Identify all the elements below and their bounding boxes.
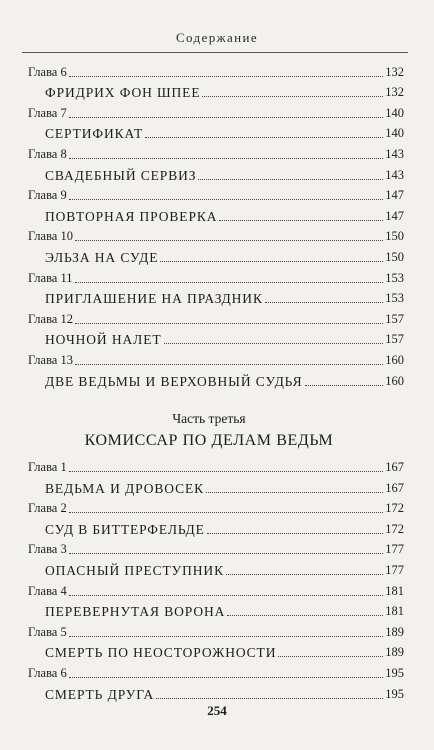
part-title: КОМИССАР ПО ДЕЛАМ ВЕДЬМ [84, 431, 334, 449]
chapter-title: ОПАСНЫЙ ПРЕСТУПНИК [45, 563, 224, 579]
chapter-title: ЭЛЬЗА НА СУДЕ [45, 249, 159, 265]
toc-title-row [28, 286, 404, 307]
toc-title-row [28, 203, 404, 224]
toc-chapter-row [28, 59, 404, 80]
dot-leader [198, 179, 383, 180]
page-reference: 147 [385, 188, 404, 203]
part-label: Часть третья [172, 410, 246, 426]
dot-leader [164, 343, 384, 344]
chapter-number: Глава 1 [28, 460, 67, 475]
dot-leader [75, 364, 383, 365]
page-reference: 140 [385, 105, 404, 120]
dot-leader [69, 636, 384, 637]
page-reference: 177 [385, 542, 404, 557]
table-of-contents [28, 59, 404, 702]
toc-title-row [28, 557, 404, 578]
page-reference: 167 [385, 480, 404, 495]
toc-section-part-two-end [28, 59, 404, 389]
toc-title-row [28, 681, 404, 702]
dot-leader [69, 595, 384, 596]
dot-leader [69, 677, 384, 678]
page-reference: 157 [385, 332, 404, 347]
dot-leader [206, 492, 383, 493]
page-reference: 132 [385, 85, 404, 100]
page-reference: 177 [385, 563, 404, 578]
toc-chapter-row [28, 537, 404, 558]
toc-chapter-row [28, 578, 404, 599]
dot-leader [69, 158, 384, 159]
chapter-number: Глава 11 [28, 270, 73, 285]
page-reference: 150 [385, 229, 404, 244]
chapter-title: СВАДЕБНЫЙ СЕРВИЗ [45, 167, 197, 183]
chapter-number: Глава 6 [28, 666, 67, 681]
chapter-title: СУД В БИТТЕРФЕЛЬДЕ [45, 521, 205, 537]
page-reference: 181 [385, 604, 404, 619]
dot-leader [69, 117, 384, 118]
dot-leader [69, 199, 384, 200]
dot-leader [160, 261, 383, 262]
chapter-number: Глава 9 [28, 188, 67, 203]
page-reference: 189 [385, 645, 404, 660]
dot-leader [219, 220, 383, 221]
part-spacer [28, 389, 404, 409]
page-reference: 143 [385, 146, 404, 161]
dot-leader [69, 512, 384, 513]
dot-leader [265, 302, 383, 303]
page-reference: 132 [385, 64, 404, 79]
page-reference: 153 [385, 291, 404, 306]
chapter-title: НОЧНОЙ НАЛЕТ [45, 332, 162, 348]
chapter-title: ПРИГЛАШЕНИЕ НА ПРАЗДНИК [45, 291, 263, 307]
chapter-number: Глава 2 [28, 501, 67, 516]
page-number: 254 [207, 703, 227, 718]
dot-leader [305, 385, 384, 386]
chapter-number: Глава 5 [28, 624, 67, 639]
dot-leader [278, 656, 383, 657]
page-reference: 160 [385, 352, 404, 367]
toc-chapter-row [28, 660, 404, 681]
chapter-title: СМЕРТЬ ПО НЕОСТОРОЖНОСТИ [45, 645, 277, 661]
page-reference: 157 [385, 311, 404, 326]
chapter-title: ВЕДЬМА И ДРОВОСЕК [45, 480, 205, 496]
running-head: Содержание [175, 30, 259, 45]
chapter-number: Глава 12 [28, 311, 73, 326]
dot-leader [145, 137, 383, 138]
toc-title-row [28, 516, 404, 537]
dot-leader [69, 76, 384, 77]
page-reference: 153 [385, 270, 404, 285]
chapter-number: Глава 6 [28, 64, 67, 79]
toc-section-part-three [28, 455, 404, 702]
toc-title-row [28, 475, 404, 496]
toc-chapter-row [28, 496, 404, 517]
toc-title-row [28, 121, 404, 142]
header-rule [22, 52, 408, 53]
page-reference: 195 [385, 666, 404, 681]
chapter-title: ПОВТОРНАЯ ПРОВЕРКА [45, 208, 218, 224]
dot-leader [75, 323, 383, 324]
page-reference: 140 [385, 126, 404, 141]
toc-title-row [28, 244, 404, 265]
chapter-number: Глава 3 [28, 542, 67, 557]
dot-leader [75, 240, 383, 241]
chapter-title: ПЕРЕВЕРНУТАЯ ВОРОНА [45, 604, 226, 620]
toc-title-row [28, 80, 404, 101]
page-reference: 195 [385, 686, 404, 701]
dot-leader [69, 471, 384, 472]
chapter-title: СМЕРТЬ ДРУГА [45, 686, 155, 702]
dot-leader [69, 553, 384, 554]
chapter-number: Глава 13 [28, 352, 73, 367]
page-reference: 160 [385, 373, 404, 388]
toc-chapter-row [28, 183, 404, 204]
dot-leader [156, 698, 383, 699]
page-reference: 172 [385, 501, 404, 516]
chapter-title: СЕРТИФИКАТ [45, 126, 144, 142]
dot-leader [202, 96, 383, 97]
page-reference: 167 [385, 460, 404, 475]
chapter-title: ДВЕ ВЕДЬМЫ И ВЕРХОВНЫЙ СУДЬЯ [45, 373, 303, 389]
chapter-number: Глава 4 [28, 583, 67, 598]
toc-title-row [28, 599, 404, 620]
toc-chapter-row [28, 619, 404, 640]
toc-title-row [28, 368, 404, 389]
page-reference: 172 [385, 521, 404, 536]
chapter-number: Глава 7 [28, 105, 67, 120]
page-reference: 143 [385, 167, 404, 182]
toc-chapter-row [28, 347, 404, 368]
page-reference: 189 [385, 624, 404, 639]
dot-leader [226, 574, 383, 575]
toc-title-row [28, 640, 404, 661]
toc-chapter-row [28, 141, 404, 162]
toc-chapter-row [28, 455, 404, 476]
page-reference: 147 [385, 208, 404, 223]
toc-chapter-row [28, 306, 404, 327]
chapter-title: ФРИДРИХ ФОН ШПЕЕ [45, 85, 201, 101]
page-reference: 181 [385, 583, 404, 598]
dot-leader [227, 615, 383, 616]
page-reference: 150 [385, 249, 404, 264]
toc-chapter-row [28, 224, 404, 245]
dot-leader [75, 282, 384, 283]
dot-leader [207, 533, 383, 534]
toc-chapter-row [28, 265, 404, 286]
toc-chapter-row [28, 100, 404, 121]
chapter-number: Глава 10 [28, 229, 73, 244]
toc-title-row [28, 327, 404, 348]
chapter-number: Глава 8 [28, 146, 67, 161]
toc-title-row [28, 162, 404, 183]
